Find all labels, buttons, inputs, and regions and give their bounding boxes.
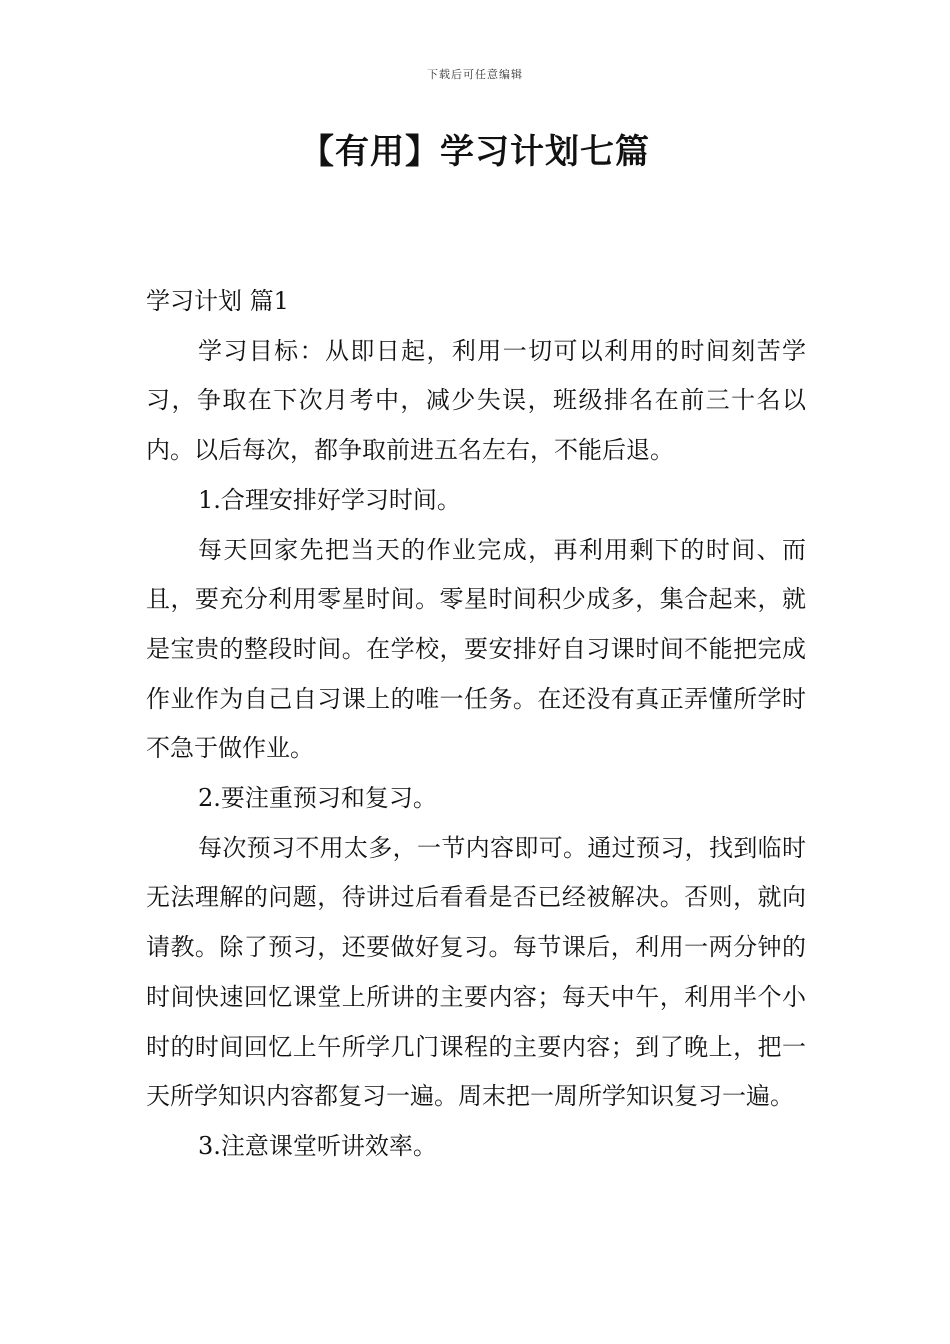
header-note: 下载后可任意编辑: [427, 68, 523, 81]
paragraph-item-3-heading: 3.注意课堂听讲效率。: [198, 1131, 437, 1160]
document-body: [146, 277, 806, 1172]
paragraph-item-2-heading: 2.要注重预习和复习。: [198, 784, 437, 813]
paragraph-item-1-heading: 1.合理安排好学习时间。: [198, 485, 461, 514]
paragraph-item-2-body: 每次预习不用太多，一节内容即可。通过预习，找到临时无法理解的问题，待讲过后看看是否已经被解决。否则，就向请教。除了预习，还要做好复习。每节课后，利用一两分钟的时间快速回忆课堂上所讲的主要内容；每天中午，利用半个小时的时间回忆上午所学几门课程的主要内容；到了晚上，把一天所学知识内容都复习一遍。周末把一周所学知识复习一遍。: [146, 833, 806, 1111]
paragraph-goal: 学习目标：从即日起，利用一切可以利用的时间刻苦学习，争取在下次月考中，减少失误，班级排名在前三十名以内。以后每次，都争取前进五名左右，不能后退。: [146, 336, 806, 465]
paragraph-item-1-body: 每天回家先把当天的作业完成，再利用剩下的时间、而且，要充分利用零星时间。零星时间积少成多，集合起来，就是宝贵的整段时间。在学校，要安排好自习课时间不能把完成作业作为自己自习课上的唯一任务。在还没有真正弄懂所学时不急于做作业。: [146, 535, 806, 763]
document-title: 【有用】学习计划七篇: [300, 132, 650, 172]
section-heading: 学习计划 篇1: [146, 287, 289, 315]
